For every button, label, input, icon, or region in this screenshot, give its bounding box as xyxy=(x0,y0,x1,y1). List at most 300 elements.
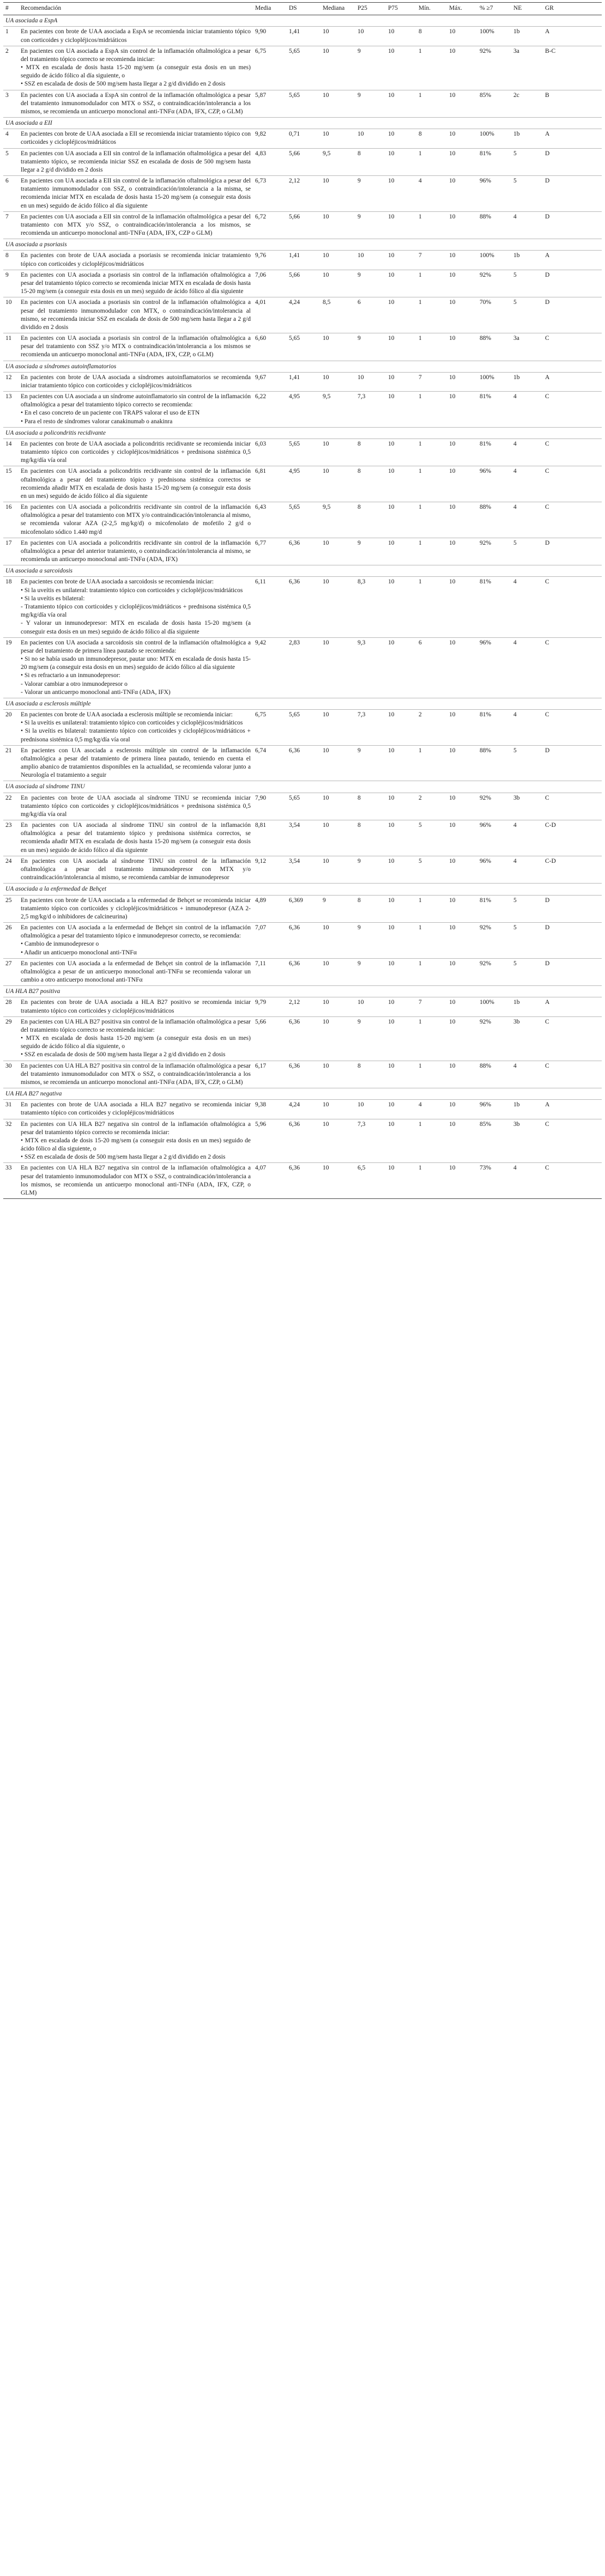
cell-evidence-level: 5 xyxy=(511,923,543,959)
cell-sd: 6,369 xyxy=(287,895,320,923)
cell-mean: 9,67 xyxy=(253,372,287,391)
cell-p75: 10 xyxy=(386,251,416,270)
cell-recommendation-grade: D xyxy=(543,176,602,212)
cell-sd: 2,83 xyxy=(287,637,320,698)
row-number: 13 xyxy=(3,392,19,428)
cell-pct-agreement: 92% xyxy=(477,958,511,986)
row-number: 31 xyxy=(3,1100,19,1119)
recommendation-text xyxy=(19,46,253,90)
cell-min: 5 xyxy=(416,820,447,856)
recommendation-line: • SSZ en escalada de dosis de 500 mg/sem hasta llegar a 2 g/d dividido en 2 dosis xyxy=(21,81,226,88)
recommendation-text xyxy=(19,895,253,923)
cell-p25: 8 xyxy=(355,502,386,538)
cell-pct-agreement: 85% xyxy=(477,90,511,118)
section-header-row xyxy=(3,361,602,372)
table-row xyxy=(3,27,602,46)
cell-max: 10 xyxy=(447,392,477,428)
cell-max: 10 xyxy=(447,502,477,538)
cell-p25: 8 xyxy=(355,793,386,820)
cell-mean: 9,42 xyxy=(253,637,287,698)
cell-mean: 6,22 xyxy=(253,392,287,428)
cell-sd: 6,36 xyxy=(287,577,320,637)
row-number: 19 xyxy=(3,637,19,698)
cell-pct-agreement: 96% xyxy=(477,176,511,212)
cell-p75: 10 xyxy=(386,1163,416,1199)
cell-min: 7 xyxy=(416,997,447,1016)
cell-max: 10 xyxy=(447,577,477,637)
header-p25: P25 xyxy=(355,3,386,15)
cell-recommendation-grade: C xyxy=(543,1061,602,1088)
recommendation-line: En pacientes con UA asociada a psoriasis sin control de la inflamación oftalmológica a pesar del tratamiento inmunomodulador con MTX, o contraindicación/intolerancia al mismo, se recomienda iniciar SSZ en escalada de dosis de 500 mg/sem hasta llegar a 2 g/d dividido en 2 dosis xyxy=(21,299,251,331)
cell-p25: 6 xyxy=(355,297,386,333)
cell-p25: 10 xyxy=(355,1100,386,1119)
cell-min: 8 xyxy=(416,27,447,46)
recommendation-text xyxy=(19,637,253,698)
cell-p75: 10 xyxy=(386,997,416,1016)
header-max: Máx. xyxy=(447,3,477,15)
row-number: 24 xyxy=(3,856,19,884)
cell-median: 10 xyxy=(320,1016,355,1061)
table-row xyxy=(3,1061,602,1088)
cell-median: 10 xyxy=(320,793,355,820)
cell-p25: 7,3 xyxy=(355,1119,386,1163)
section-title: UA asociada a esclerosis múltiple xyxy=(3,698,602,709)
cell-max: 10 xyxy=(447,1119,477,1163)
recommendation-line: • Si la uveítis es bilateral: xyxy=(21,595,85,602)
header-min: Mín. xyxy=(416,3,447,15)
table-row xyxy=(3,710,602,746)
table-row xyxy=(3,466,602,502)
cell-max: 10 xyxy=(447,466,477,502)
recommendation-line: - Valorar cambiar a otro inmunodepresor o xyxy=(21,680,128,687)
cell-sd: 2,12 xyxy=(287,176,320,212)
table-row xyxy=(3,46,602,90)
header-number: # xyxy=(3,3,19,15)
cell-p75: 10 xyxy=(386,793,416,820)
cell-recommendation-grade: C xyxy=(543,637,602,698)
cell-sd: 6,36 xyxy=(287,1119,320,1163)
table-row xyxy=(3,392,602,428)
table-row xyxy=(3,793,602,820)
recommendation-line: En pacientes con brote de UAA asociada a EspA se recomienda iniciar tratamiento tópico con corticoides y ciclopléjicos/midriáticos xyxy=(21,28,251,44)
cell-sd: 2,12 xyxy=(287,997,320,1016)
cell-pct-agreement: 70% xyxy=(477,297,511,333)
cell-p25: 8 xyxy=(355,820,386,856)
recommendation-line: En pacientes con UA asociada a psoriasis sin control de la inflamación oftalmológica a pesar del tratamiento con SSZ y/o MTX o contraindicación/intolerancia a los mismos se recomienda un anticuerpo monoclonal anti-TNFα (ADA, IFX, CZP, o GLM) xyxy=(21,335,251,358)
cell-max: 10 xyxy=(447,710,477,746)
row-number: 32 xyxy=(3,1119,19,1163)
recommendation-line: • MTX en escalada de dosis 15-20 mg/sem (a conseguir esta dosis en un mes) seguido de ácido fólico al día siguiente, o xyxy=(21,1137,251,1153)
row-number: 23 xyxy=(3,820,19,856)
cell-min: 7 xyxy=(416,251,447,270)
cell-pct-agreement: 81% xyxy=(477,148,511,176)
cell-pct-agreement: 88% xyxy=(477,211,511,239)
cell-recommendation-grade: C xyxy=(543,1016,602,1061)
recommendation-text xyxy=(19,502,253,538)
recommendation-line: • Cambio de inmunodepresor o xyxy=(21,941,99,948)
cell-pct-agreement: 100% xyxy=(477,251,511,270)
recommendation-line: En pacientes con brote de UAA asociada a policondritis recidivante se recomienda iniciar tratamiento tópico con corticoides y ciclopléjicos/midriáticos + prednisona sistémica 0,5 mg/kg/día vía oral xyxy=(21,440,251,464)
cell-recommendation-grade: D xyxy=(543,211,602,239)
cell-max: 10 xyxy=(447,270,477,297)
cell-evidence-level: 5 xyxy=(511,297,543,333)
cell-median: 9,5 xyxy=(320,148,355,176)
cell-max: 10 xyxy=(447,793,477,820)
table-row xyxy=(3,251,602,270)
cell-recommendation-grade: D xyxy=(543,745,602,781)
row-number: 15 xyxy=(3,466,19,502)
cell-evidence-level: 4 xyxy=(511,466,543,502)
section-title: UA HLA B27 negativa xyxy=(3,1088,602,1100)
cell-median: 10 xyxy=(320,710,355,746)
cell-median: 10 xyxy=(320,1100,355,1119)
recommendation-line: En pacientes con UA asociada a la enfermedad de Behçet sin control de la inflamación oftalmológica a pesar de un anticuerpo monoclonal anti-TNFα se recomienda valorar un cambio a otro anticuerpo monoclonal anti-TNFα xyxy=(21,960,251,984)
row-number: 29 xyxy=(3,1016,19,1061)
cell-recommendation-grade: A xyxy=(543,27,602,46)
cell-mean: 6,43 xyxy=(253,502,287,538)
cell-median: 10 xyxy=(320,637,355,698)
cell-sd: 5,65 xyxy=(287,710,320,746)
cell-recommendation-grade: D xyxy=(543,958,602,986)
cell-pct-agreement: 96% xyxy=(477,820,511,856)
cell-min: 1 xyxy=(416,577,447,637)
cell-evidence-level: 4 xyxy=(511,856,543,884)
cell-sd: 1,41 xyxy=(287,27,320,46)
table-row xyxy=(3,333,602,361)
recommendation-text xyxy=(19,1163,253,1199)
cell-pct-agreement: 100% xyxy=(477,129,511,148)
cell-mean: 8,81 xyxy=(253,820,287,856)
cell-p75: 10 xyxy=(386,895,416,923)
cell-sd: 6,36 xyxy=(287,958,320,986)
cell-evidence-level: 1b xyxy=(511,372,543,391)
cell-recommendation-grade: D xyxy=(543,270,602,297)
cell-max: 10 xyxy=(447,1016,477,1061)
cell-min: 1 xyxy=(416,90,447,118)
recommendation-line: En pacientes con brote de UAA asociada a psoriasis se recomienda iniciar tratamiento tópico con corticoides y ciclopléjicos/midriáticos xyxy=(21,252,251,267)
cell-min: 1 xyxy=(416,958,447,986)
cell-recommendation-grade: C-D xyxy=(543,820,602,856)
cell-median: 10 xyxy=(320,372,355,391)
cell-sd: 4,24 xyxy=(287,1100,320,1119)
recommendation-text xyxy=(19,538,253,565)
cell-evidence-level: 3a xyxy=(511,46,543,90)
cell-sd: 5,65 xyxy=(287,90,320,118)
row-number: 2 xyxy=(3,46,19,90)
cell-p75: 10 xyxy=(386,856,416,884)
cell-sd: 1,41 xyxy=(287,251,320,270)
cell-mean: 4,83 xyxy=(253,148,287,176)
cell-evidence-level: 4 xyxy=(511,577,543,637)
row-number: 9 xyxy=(3,270,19,297)
cell-p75: 10 xyxy=(386,392,416,428)
row-number: 30 xyxy=(3,1061,19,1088)
recommendation-line: • Si la uveítis es unilateral: tratamiento tópico con corticoides y ciclopléjicos/midriáticos xyxy=(21,587,243,594)
cell-min: 1 xyxy=(416,392,447,428)
cell-p25: 9 xyxy=(355,958,386,986)
recommendation-line: En pacientes con UA asociada a policondritis recidivante sin control de la inflamación oftalmológica a pesar del tratamiento con MTX y/o contraindicación/intolerancia al mismo, se recomienda valorar AZA (2-2,5 mg/kg/d) o micofenolato de mofetilo 2 g/d o micofenolato sódico 1.440 mg/d xyxy=(21,504,251,535)
cell-recommendation-grade: C xyxy=(543,392,602,428)
cell-evidence-level: 4 xyxy=(511,820,543,856)
recommendation-line: En pacientes con brote de UAA asociada a HLA B27 negativo se recomienda iniciar tratamiento tópico con corticoides y ciclopléjicos/midriáticos xyxy=(21,1101,251,1117)
cell-evidence-level: 4 xyxy=(511,439,543,466)
cell-mean: 5,96 xyxy=(253,1119,287,1163)
cell-p25: 9 xyxy=(355,923,386,959)
cell-recommendation-grade: C xyxy=(543,333,602,361)
row-number: 16 xyxy=(3,502,19,538)
cell-mean: 6,77 xyxy=(253,538,287,565)
cell-max: 10 xyxy=(447,251,477,270)
cell-evidence-level: 5 xyxy=(511,148,543,176)
cell-p75: 10 xyxy=(386,129,416,148)
table-row xyxy=(3,856,602,884)
cell-recommendation-grade: C xyxy=(543,1163,602,1199)
recommendation-line: - Y valorar un inmunodepresor: MTX en escalada de dosis hasta 15-20 mg/sem (a conseguir esta dosis en un mes) seguido de ácido fólico al día siguiente xyxy=(21,620,251,635)
cell-median: 10 xyxy=(320,270,355,297)
section-header-row xyxy=(3,698,602,709)
cell-mean: 6,75 xyxy=(253,46,287,90)
table-row xyxy=(3,958,602,986)
section-header-row xyxy=(3,565,602,577)
recommendation-line: • En el caso concreto de un paciente con TRAPS valorar el uso de ETN xyxy=(21,410,200,417)
cell-mean: 4,07 xyxy=(253,1163,287,1199)
recommendation-text xyxy=(19,148,253,176)
recommendation-line: En pacientes con brote de UAA asociada a esclerosis múltiple se recomienda iniciar: xyxy=(21,711,233,718)
cell-mean: 9,79 xyxy=(253,997,287,1016)
cell-min: 1 xyxy=(416,1163,447,1199)
cell-recommendation-grade: D xyxy=(543,297,602,333)
header-recommendation: Recomendación xyxy=(19,3,253,15)
recommendation-line: • Si es refractario a un inmunodepresor: xyxy=(21,672,120,679)
cell-mean: 9,12 xyxy=(253,856,287,884)
table-row xyxy=(3,538,602,565)
cell-min: 1 xyxy=(416,466,447,502)
cell-max: 10 xyxy=(447,333,477,361)
cell-pct-agreement: 88% xyxy=(477,333,511,361)
cell-min: 1 xyxy=(416,502,447,538)
cell-sd: 6,36 xyxy=(287,1016,320,1061)
cell-median: 10 xyxy=(320,997,355,1016)
recommendation-text xyxy=(19,27,253,46)
cell-mean: 4,89 xyxy=(253,895,287,923)
row-number: 5 xyxy=(3,148,19,176)
cell-median: 8,5 xyxy=(320,297,355,333)
cell-max: 10 xyxy=(447,923,477,959)
row-number: 25 xyxy=(3,895,19,923)
recommendation-line: En pacientes con UA asociada a policondritis recidivante sin control de la inflamación oftalmológica a pesar del anterior tratamiento, o contraindicación/intolerancia al mismo, se recomienda un anticuerpo monoclonal anti-TNFα (ADA, IFX) xyxy=(21,539,251,563)
cell-evidence-level: 5 xyxy=(511,270,543,297)
cell-min: 1 xyxy=(416,538,447,565)
table-row xyxy=(3,895,602,923)
cell-median: 10 xyxy=(320,745,355,781)
cell-evidence-level: 3b xyxy=(511,793,543,820)
cell-recommendation-grade: D xyxy=(543,148,602,176)
recommendation-line: En pacientes con UA asociada a EII sin control de la inflamación oftalmológica a pesar del tratamiento tópico, se recomienda iniciar SSZ en escalada de dosis de 500 mg/sem hasta llegar a 2 g/d dividido en 2 dosis xyxy=(21,150,251,173)
cell-sd: 5,65 xyxy=(287,439,320,466)
cell-p25: 9 xyxy=(355,176,386,212)
cell-median: 10 xyxy=(320,820,355,856)
recommendation-text xyxy=(19,392,253,428)
cell-mean: 5,87 xyxy=(253,90,287,118)
table-row xyxy=(3,372,602,391)
cell-evidence-level: 1b xyxy=(511,129,543,148)
cell-median: 10 xyxy=(320,958,355,986)
header-p75: P75 xyxy=(386,3,416,15)
cell-min: 1 xyxy=(416,148,447,176)
recommendation-line: En pacientes con brote de UAA asociada a la enfermedad de Behçet se recomienda iniciar tratamiento tópico con corticoides y ciclopléjicos/midriáticos + inmunodepresor (AZA 2-2,5 mg/kg/d o inhibidores de calcineurina) xyxy=(21,897,251,920)
cell-min: 1 xyxy=(416,1061,447,1088)
cell-p75: 10 xyxy=(386,46,416,90)
cell-sd: 4,95 xyxy=(287,466,320,502)
cell-p75: 10 xyxy=(386,710,416,746)
cell-p75: 10 xyxy=(386,211,416,239)
section-title: UA asociada a policondritis recidivante xyxy=(3,427,602,439)
cell-p25: 9 xyxy=(355,538,386,565)
header-recommendation-grade: GR xyxy=(543,3,602,15)
cell-evidence-level: 1b xyxy=(511,1100,543,1119)
header-evidence-level: NE xyxy=(511,3,543,15)
header-sd: DS xyxy=(287,3,320,15)
cell-max: 10 xyxy=(447,745,477,781)
cell-p75: 10 xyxy=(386,333,416,361)
cell-recommendation-grade: C xyxy=(543,502,602,538)
recommendation-line: En pacientes con UA asociada a EspA sin control de la inflamación oftalmológica a pesar del tratamiento tópico correcto se recomienda iniciar: xyxy=(21,47,251,63)
row-number: 11 xyxy=(3,333,19,361)
recommendation-text xyxy=(19,958,253,986)
cell-sd: 5,65 xyxy=(287,46,320,90)
cell-min: 1 xyxy=(416,270,447,297)
cell-p25: 8 xyxy=(355,439,386,466)
cell-evidence-level: 2c xyxy=(511,90,543,118)
recommendation-text xyxy=(19,793,253,820)
cell-median: 9,5 xyxy=(320,502,355,538)
cell-pct-agreement: 92% xyxy=(477,46,511,90)
cell-median: 10 xyxy=(320,176,355,212)
cell-p75: 10 xyxy=(386,820,416,856)
recommendation-text xyxy=(19,270,253,297)
section-header-row xyxy=(3,986,602,997)
cell-mean: 6,81 xyxy=(253,466,287,502)
section-header-row xyxy=(3,239,602,251)
section-title: UA asociada a síndromes autoinflamatorios xyxy=(3,361,602,372)
cell-recommendation-grade: A xyxy=(543,129,602,148)
row-number: 1 xyxy=(3,27,19,46)
cell-evidence-level: 1b xyxy=(511,251,543,270)
cell-sd: 5,66 xyxy=(287,148,320,176)
recommendation-line: En pacientes con brote de UAA asociada a síndromes autoinflamatorios se recomienda iniciar tratamiento tópico con corticoides y ciclopléjicos/midriáticos xyxy=(21,374,251,389)
section-title: UA asociada a sarcoidosis xyxy=(3,565,602,577)
cell-mean: 6,73 xyxy=(253,176,287,212)
table-row xyxy=(3,129,602,148)
cell-p25: 10 xyxy=(355,372,386,391)
recommendation-text xyxy=(19,1119,253,1163)
cell-recommendation-grade: C xyxy=(543,577,602,637)
cell-mean: 7,07 xyxy=(253,923,287,959)
cell-mean: 4,01 xyxy=(253,297,287,333)
cell-p75: 10 xyxy=(386,90,416,118)
recommendation-text xyxy=(19,466,253,502)
cell-pct-agreement: 96% xyxy=(477,856,511,884)
cell-evidence-level: 4 xyxy=(511,502,543,538)
cell-pct-agreement: 81% xyxy=(477,577,511,637)
cell-mean: 9,90 xyxy=(253,27,287,46)
cell-min: 1 xyxy=(416,745,447,781)
cell-pct-agreement: 100% xyxy=(477,997,511,1016)
recommendation-text xyxy=(19,577,253,637)
cell-mean: 9,76 xyxy=(253,251,287,270)
cell-evidence-level: 3a xyxy=(511,333,543,361)
cell-p25: 10 xyxy=(355,997,386,1016)
cell-min: 1 xyxy=(416,46,447,90)
cell-recommendation-grade: C-D xyxy=(543,856,602,884)
recommendation-line: En pacientes con UA HLA B27 negativa sin control de la inflamación oftalmológica a pesar del tratamiento tópico correcto se recomienda iniciar: xyxy=(21,1120,251,1136)
section-header-row xyxy=(3,118,602,129)
cell-p75: 10 xyxy=(386,372,416,391)
recommendation-line: • SSZ en escalada de dosis de 500 mg/sem hasta llegar a 2 g/d dividido en 2 dosis xyxy=(21,1154,226,1161)
table-row xyxy=(3,997,602,1016)
cell-p75: 10 xyxy=(386,1061,416,1088)
cell-recommendation-grade: C xyxy=(543,793,602,820)
cell-mean: 5,66 xyxy=(253,1016,287,1061)
cell-max: 10 xyxy=(447,958,477,986)
cell-recommendation-grade: C xyxy=(543,439,602,466)
cell-recommendation-grade: D xyxy=(543,538,602,565)
cell-sd: 0,71 xyxy=(287,129,320,148)
cell-min: 2 xyxy=(416,793,447,820)
table-row xyxy=(3,923,602,959)
table-row xyxy=(3,637,602,698)
cell-recommendation-grade: D xyxy=(543,895,602,923)
cell-median: 10 xyxy=(320,333,355,361)
cell-p75: 10 xyxy=(386,148,416,176)
cell-max: 10 xyxy=(447,211,477,239)
cell-max: 10 xyxy=(447,997,477,1016)
recommendation-line: • Si no se había usado un inmunodepresor, pautar uno: MTX en escalada de dosis hasta 15-20 mg/sem (a conseguir esta dosis en un mes) seguido de ácido fólico al día siguiente xyxy=(21,656,251,671)
cell-min: 4 xyxy=(416,176,447,212)
cell-p25: 8 xyxy=(355,895,386,923)
cell-p25: 9,3 xyxy=(355,637,386,698)
cell-mean: 6,75 xyxy=(253,710,287,746)
cell-pct-agreement: 92% xyxy=(477,538,511,565)
section-header-row xyxy=(3,884,602,895)
row-number: 22 xyxy=(3,793,19,820)
cell-mean: 6,03 xyxy=(253,439,287,466)
cell-p25: 9 xyxy=(355,745,386,781)
cell-p75: 10 xyxy=(386,439,416,466)
row-number: 26 xyxy=(3,923,19,959)
cell-pct-agreement: 92% xyxy=(477,1016,511,1061)
recommendation-text xyxy=(19,90,253,118)
table-header-row xyxy=(3,3,602,15)
cell-p25: 7,3 xyxy=(355,392,386,428)
cell-recommendation-grade: A xyxy=(543,1100,602,1119)
recommendation-line: En pacientes con UA HLA B27 negativa sin control de la inflamación oftalmológica a pesar del tratamiento inmunomodulador con MTX o SSZ, o contraindicación/intolerancia a los mismos, se recomienda un anticuerpo monoclonal anti-TNFα (ADA, IFX, CZP, o GLM) xyxy=(21,1165,251,1196)
cell-max: 10 xyxy=(447,895,477,923)
cell-sd: 4,24 xyxy=(287,297,320,333)
cell-pct-agreement: 88% xyxy=(477,745,511,781)
row-number: 18 xyxy=(3,577,19,637)
cell-evidence-level: 3b xyxy=(511,1119,543,1163)
cell-median: 10 xyxy=(320,439,355,466)
cell-evidence-level: 4 xyxy=(511,1163,543,1199)
recommendation-line: En pacientes con UA asociada a sarcoidosis sin control de la inflamación oftalmológica a pesar del tratamiento de primera línea pautado se recomienda: xyxy=(21,639,251,654)
cell-median: 10 xyxy=(320,538,355,565)
cell-median: 9,5 xyxy=(320,392,355,428)
cell-max: 10 xyxy=(447,1061,477,1088)
cell-p25: 10 xyxy=(355,251,386,270)
cell-p75: 10 xyxy=(386,1100,416,1119)
cell-pct-agreement: 96% xyxy=(477,1100,511,1119)
